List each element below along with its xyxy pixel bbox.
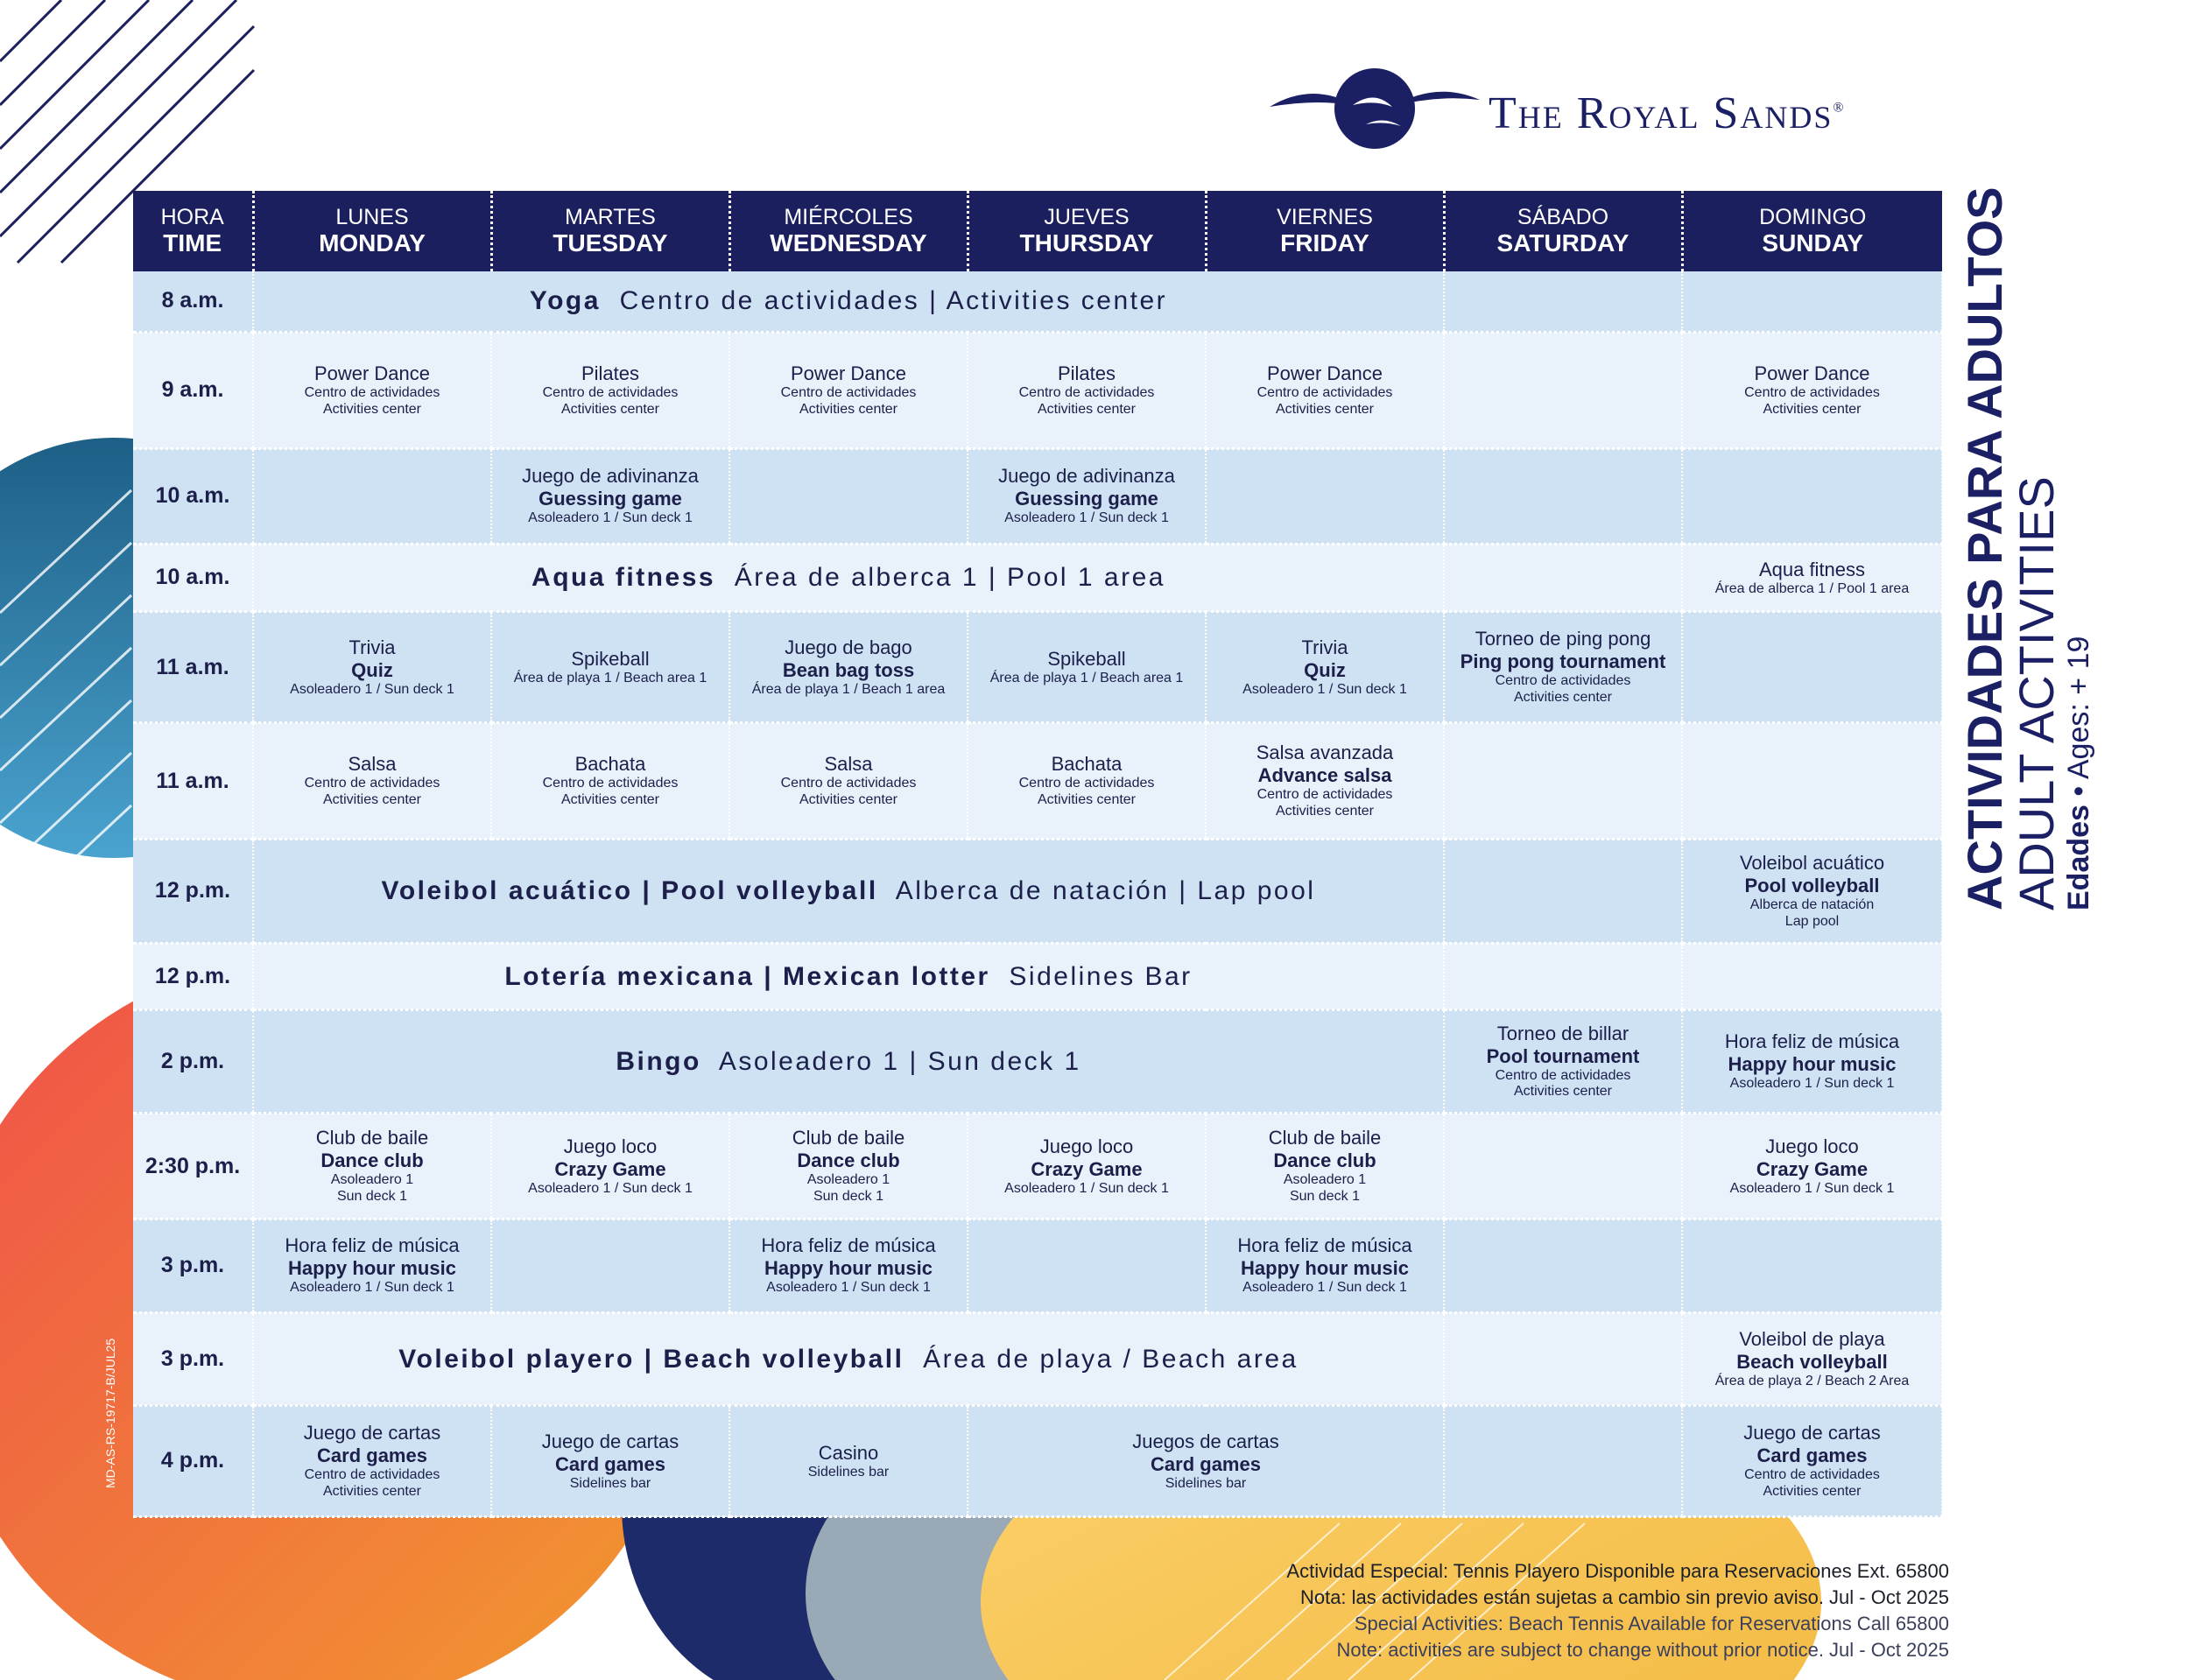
time-cell: 8 a.m. (133, 271, 253, 333)
empty-cell (968, 1220, 1206, 1312)
change-note-es: Nota: las actividades están sujetas a cambio sin previo aviso. Jul - Oct 2025 (1299, 1586, 1949, 1608)
activity-cell: Juego de cartas Card games Centro de actividades Activities center (253, 1405, 491, 1516)
activity-cell: Juegos de cartas Card games Sidelines bar (968, 1405, 1444, 1516)
empty-cell (1682, 1220, 1942, 1312)
empty-cell (1682, 723, 1942, 840)
time-cell: 12 p.m. (133, 943, 253, 1009)
empty-cell (1444, 1114, 1682, 1220)
activity-cell: Power Dance Centro de actividades Activities center (1206, 333, 1444, 449)
special-activity-note-en: Special Activities: Beach Tennis Available for Reservations Call 65800 (1354, 1613, 1949, 1634)
time-cell: 3 p.m. (133, 1312, 253, 1405)
activity-cell: Club de baile Dance club Asoleadero 1 Sun deck 1 (1206, 1114, 1444, 1220)
activity-cell: Juego de cartas Card games Sidelines bar (491, 1405, 729, 1516)
activity-cell: Power Dance Centro de actividades Activities center (1682, 333, 1942, 449)
table-row (133, 1220, 1942, 1312)
table-row (133, 449, 1942, 544)
table-row (133, 840, 1942, 944)
brand-logo (1261, 63, 1926, 168)
empty-cell (1682, 449, 1942, 544)
activity-cell: Casino Sidelines bar (729, 1405, 968, 1516)
activity-cell: Spikeball Área de playa 1 / Beach area 1 (491, 612, 729, 723)
side-title (1957, 186, 2095, 910)
table-row (133, 1312, 1942, 1405)
empty-cell (1682, 943, 1942, 1009)
activity-cell: Power Dance Centro de actividades Activities center (729, 333, 968, 449)
spanning-activity: Yoga Centro de actividades | Activities center (253, 271, 1444, 333)
activity-cell: Power Dance Centro de actividades Activities center (253, 333, 491, 449)
activity-cell: Torneo de billar Pool tournament Centro de actividades Activities center (1444, 1009, 1682, 1114)
activity-cell: Juego loco Crazy Game Asoleadero 1 / Sun deck 1 (968, 1114, 1206, 1220)
activity-cell: Bachata Centro de actividades Activities center (968, 723, 1206, 840)
empty-cell (1206, 449, 1444, 544)
header-tuesday: MARTES TUESDAY (491, 191, 729, 271)
activity-cell: Pilates Centro de actividades Activities center (491, 333, 729, 449)
time-cell: 9 a.m. (133, 333, 253, 449)
table-row (133, 943, 1942, 1009)
time-cell: 3 p.m. (133, 1220, 253, 1312)
empty-cell (1444, 1405, 1682, 1516)
activity-cell: Hora feliz de música Happy hour music Asoleadero 1 / Sun deck 1 (1682, 1009, 1942, 1114)
time-cell: 12 p.m. (133, 840, 253, 944)
activity-cell: Juego de cartas Card games Centro de actividades Activities center (1682, 1405, 1942, 1516)
activity-cell: Salsa avanzada Advance salsa Centro de actividades Activities center (1206, 723, 1444, 840)
spanning-activity: Voleibol acuático | Pool volleyball Alberca de natación | Lap pool (253, 840, 1444, 944)
special-activity-note-es: Actividad Especial: Tennis Playero Disponible para Reservaciones Ext. 65800 (1286, 1560, 1949, 1582)
empty-cell (1444, 544, 1682, 612)
activity-cell: Juego de bago Bean bag toss Área de playa 1 / Beach 1 area (729, 612, 968, 723)
empty-cell (1444, 271, 1682, 333)
activity-cell: Trivia Quiz Asoleadero 1 / Sun deck 1 (253, 612, 491, 723)
seagull-logo-icon (1261, 63, 1489, 168)
time-cell: 10 a.m. (133, 544, 253, 612)
empty-cell (1444, 449, 1682, 544)
empty-cell (253, 449, 491, 544)
activity-cell: Hora feliz de música Happy hour music Asoleadero 1 / Sun deck 1 (1206, 1220, 1444, 1312)
activity-cell: Spikeball Área de playa 1 / Beach area 1 (968, 612, 1206, 723)
table-row (133, 1114, 1942, 1220)
table-row (133, 1405, 1942, 1516)
activity-cell: Bachata Centro de actividades Activities center (491, 723, 729, 840)
table-row (133, 544, 1942, 612)
title-spanish: ACTIVIDADES PARA ADULTOS (1957, 186, 2012, 910)
time-cell: 10 a.m. (133, 449, 253, 544)
table-row (133, 1009, 1942, 1114)
activity-cell: Juego de adivinanza Guessing game Asoleadero 1 / Sun deck 1 (968, 449, 1206, 544)
spanning-activity: Aqua fitness Área de alberca 1 | Pool 1 area (253, 544, 1444, 612)
time-cell: 2:30 p.m. (133, 1114, 253, 1220)
activity-cell: Pilates Centro de actividades Activities center (968, 333, 1206, 449)
activity-cell: Trivia Quiz Asoleadero 1 / Sun deck 1 (1206, 612, 1444, 723)
header-wednesday: MIÉRCOLES WEDNESDAY (729, 191, 968, 271)
header-sunday: DOMINGO SUNDAY (1682, 191, 1942, 271)
header-time: HORA TIME (133, 191, 253, 271)
activity-cell: Salsa Centro de actividades Activities center (729, 723, 968, 840)
activity-cell: Hora feliz de música Happy hour music Asoleadero 1 / Sun deck 1 (729, 1220, 968, 1312)
activity-cell: Club de baile Dance club Asoleadero 1 Sun deck 1 (253, 1114, 491, 1220)
empty-cell (1444, 333, 1682, 449)
empty-cell (1444, 1312, 1682, 1405)
empty-cell (1682, 271, 1942, 333)
spanning-activity: Bingo Asoleadero 1 | Sun deck 1 (253, 1009, 1444, 1114)
table-row (133, 612, 1942, 723)
activity-cell: Juego de adivinanza Guessing game Asoleadero 1 / Sun deck 1 (491, 449, 729, 544)
title-english: ADULT ACTIVITIES (2009, 476, 2064, 910)
empty-cell (1444, 840, 1682, 944)
empty-cell (1682, 612, 1942, 723)
header-friday: VIERNES FRIDAY (1206, 191, 1444, 271)
activity-cell: Hora feliz de música Happy hour music Asoleadero 1 / Sun deck 1 (253, 1220, 491, 1312)
time-cell: 4 p.m. (133, 1405, 253, 1516)
activity-cell: Juego loco Crazy Game Asoleadero 1 / Sun deck 1 (491, 1114, 729, 1220)
empty-cell (1444, 723, 1682, 840)
spanning-activity: Voleibol playero | Beach volleyball Área de playa / Beach area (253, 1312, 1444, 1405)
activity-cell: Torneo de ping pong Ping pong tournament Centro de actividades Activities center (1444, 612, 1682, 723)
spanning-activity: Lotería mexicana | Mexican lotter Sidelines Bar (253, 943, 1444, 1009)
table-row (133, 333, 1942, 449)
header-saturday: SÁBADO SATURDAY (1444, 191, 1682, 271)
activities-schedule-table (133, 191, 1943, 1518)
activity-cell: Voleibol acuático Pool volleyball Alberca de natación Lap pool (1682, 840, 1942, 944)
header-monday: LUNES MONDAY (253, 191, 491, 271)
ages-label: Edades • Ages: + 19 (2062, 636, 2095, 910)
time-cell: 11 a.m. (133, 612, 253, 723)
empty-cell (491, 1220, 729, 1312)
activity-cell: Juego loco Crazy Game Asoleadero 1 / Sun deck 1 (1682, 1114, 1942, 1220)
activity-cell: Voleibol de playa Beach volleyball Área de playa 2 / Beach 2 Area (1682, 1312, 1942, 1405)
header-row (133, 191, 1942, 271)
document-code: MD-AS-RS-19717-B/JUL25 (103, 1338, 117, 1488)
header-thursday: JUEVES THURSDAY (968, 191, 1206, 271)
activity-cell: Salsa Centro de actividades Activities center (253, 723, 491, 840)
change-note-en: Note: activities are subject to change without prior notice. Jul - Oct 2025 (1336, 1639, 1949, 1661)
empty-cell (1444, 943, 1682, 1009)
empty-cell (729, 449, 968, 544)
table-row (133, 271, 1942, 333)
table-row (133, 723, 1942, 840)
footer-notes (1286, 1558, 1949, 1663)
time-cell: 2 p.m. (133, 1009, 253, 1114)
brand-name: The Royal Sands® (1489, 88, 1846, 138)
empty-cell (1444, 1220, 1682, 1312)
activity-cell: Club de baile Dance club Asoleadero 1 Sun deck 1 (729, 1114, 968, 1220)
time-cell: 11 a.m. (133, 723, 253, 840)
activity-cell: Aqua fitness Área de alberca 1 / Pool 1 area (1682, 544, 1942, 612)
